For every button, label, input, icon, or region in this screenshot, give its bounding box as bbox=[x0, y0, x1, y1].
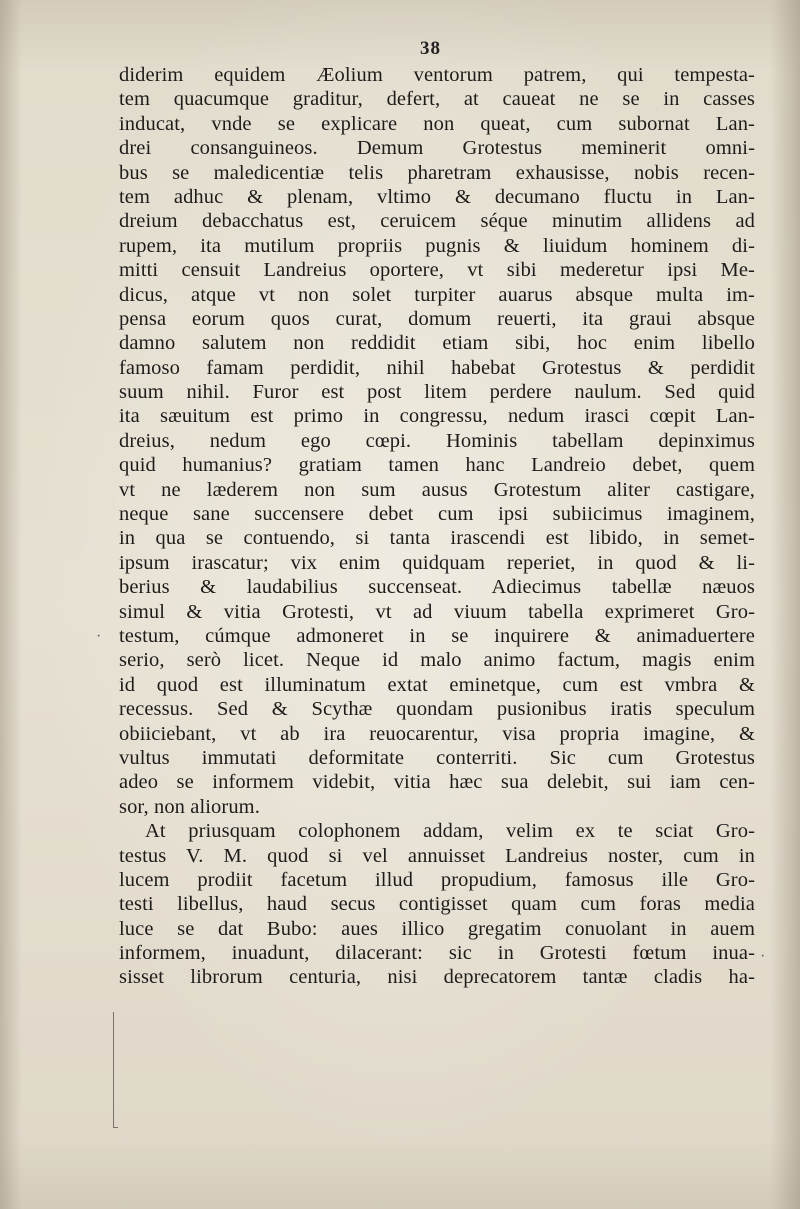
text-line: vultus immutati deformitate conterriti. Sic cum Grotestus bbox=[119, 746, 755, 769]
text-line: rupem, ita mutilum propriis pugnis & liuidum hominem di- bbox=[119, 234, 755, 257]
margin-dot-mark: · bbox=[96, 628, 102, 645]
text-line: adeo se informem videbit, vitia hæc sua delebit, sui iam cen- bbox=[119, 771, 755, 794]
text-line: luce se dat Bubo: aues illico gregatim conuolant in auem bbox=[119, 917, 755, 940]
text-line: testus V. M. quod si vel annuisset Landreius noster, cum in bbox=[119, 844, 755, 867]
text-line: ita sæuitum est primo in congressu, nedum irasci cœpit Lan- bbox=[119, 405, 755, 428]
margin-bracket-mark bbox=[113, 1012, 118, 1128]
page-shadow-right bbox=[770, 0, 800, 1209]
text-line: obiiciebant, vt ab ira reuocarentur, visa propria imagine, & bbox=[119, 722, 755, 745]
page-number: 38 bbox=[420, 38, 441, 59]
body-text bbox=[119, 63, 755, 990]
text-line: inducat, vnde se explicare non queat, cum subornat Lan- bbox=[119, 112, 755, 135]
text-line: lucem prodiit facetum illud propudium, famosus ille Gro- bbox=[119, 868, 755, 891]
text-line: serio, serò licet. Neque id malo animo factum, magis enim bbox=[119, 649, 755, 672]
text-line: berius & laudabilius succenseat. Adiecimus tabellæ næuos bbox=[119, 576, 755, 599]
text-line: drei consanguineos. Demum Grotestus meminerit omni- bbox=[119, 137, 755, 160]
text-line: id quod est illuminatum extat eminetque, cum est vmbra & bbox=[119, 673, 755, 696]
text-line: famoso famam perdidit, nihil habebat Grotestus & perdidit bbox=[119, 356, 755, 379]
text-line: bus se maledicentiæ telis pharetram exhausisse, nobis recen- bbox=[119, 161, 755, 184]
text-line: tem adhuc & plenam, vltimo & decumano fluctu in Lan- bbox=[119, 185, 755, 208]
text-line: sor, non aliorum. bbox=[119, 795, 260, 818]
text-line: At priusquam colophonem addam, velim ex te sciat Gro- bbox=[145, 820, 755, 843]
text-line: informem, inuadunt, dilacerant: sic in Grotesti fœtum inua- bbox=[119, 942, 755, 965]
text-line: dicus, atque vt non solet turpiter auarus absque multa im- bbox=[119, 283, 755, 306]
text-line: suum nihil. Furor est post litem perdere naulum. Sed quid bbox=[119, 381, 755, 404]
text-line: pensa eorum quos curat, domum reuerti, ita graui absque bbox=[119, 307, 755, 330]
text-line: recessus. Sed & Scythæ quondam pusionibus iratis speculum bbox=[119, 698, 755, 721]
text-line: damno salutem non reddidit etiam sibi, hoc enim libello bbox=[119, 332, 755, 355]
text-line: vt ne læderem non sum ausus Grotestum aliter castigare, bbox=[119, 478, 755, 501]
text-line: dreium debacchatus est, ceruicem séque minutim allidens ad bbox=[119, 210, 755, 233]
text-line: mitti censuit Landreius oportere, vt sibi mederetur ipsi Me- bbox=[119, 259, 755, 282]
text-line: diderim equidem Æolium ventorum patrem, qui tempesta- bbox=[119, 64, 755, 86]
page-shadow-left bbox=[0, 0, 22, 1209]
margin-dot-mark: · bbox=[760, 948, 766, 965]
text-line: dreius, nedum ego cœpi. Hominis tabellam depinximus bbox=[119, 429, 755, 452]
text-line: sisset librorum centuria, nisi deprecatorem tantæ cladis ha- bbox=[119, 966, 755, 989]
text-line: in qua se contuendo, si tanta irascendi est libido, in semet- bbox=[119, 527, 755, 550]
text-line: quid humanius? gratiam tamen hanc Landreio debet, quem bbox=[119, 454, 755, 477]
text-line: ipsum irascatur; vix enim quidquam reperiet, in quod & li- bbox=[119, 551, 755, 574]
text-line: simul & vitia Grotesti, vt ad viuum tabella exprimeret Gro- bbox=[119, 600, 755, 623]
text-line: testum, cúmque admoneret in se inquirere & animaduertere bbox=[119, 624, 755, 647]
text-line: testi libellus, haud secus contigisset quam cum foras media bbox=[119, 893, 755, 916]
text-line: tem quacumque graditur, defert, at caueat ne se in casses bbox=[119, 88, 755, 111]
text-line: neque sane succensere debet cum ipsi subiicimus imaginem, bbox=[119, 503, 755, 526]
